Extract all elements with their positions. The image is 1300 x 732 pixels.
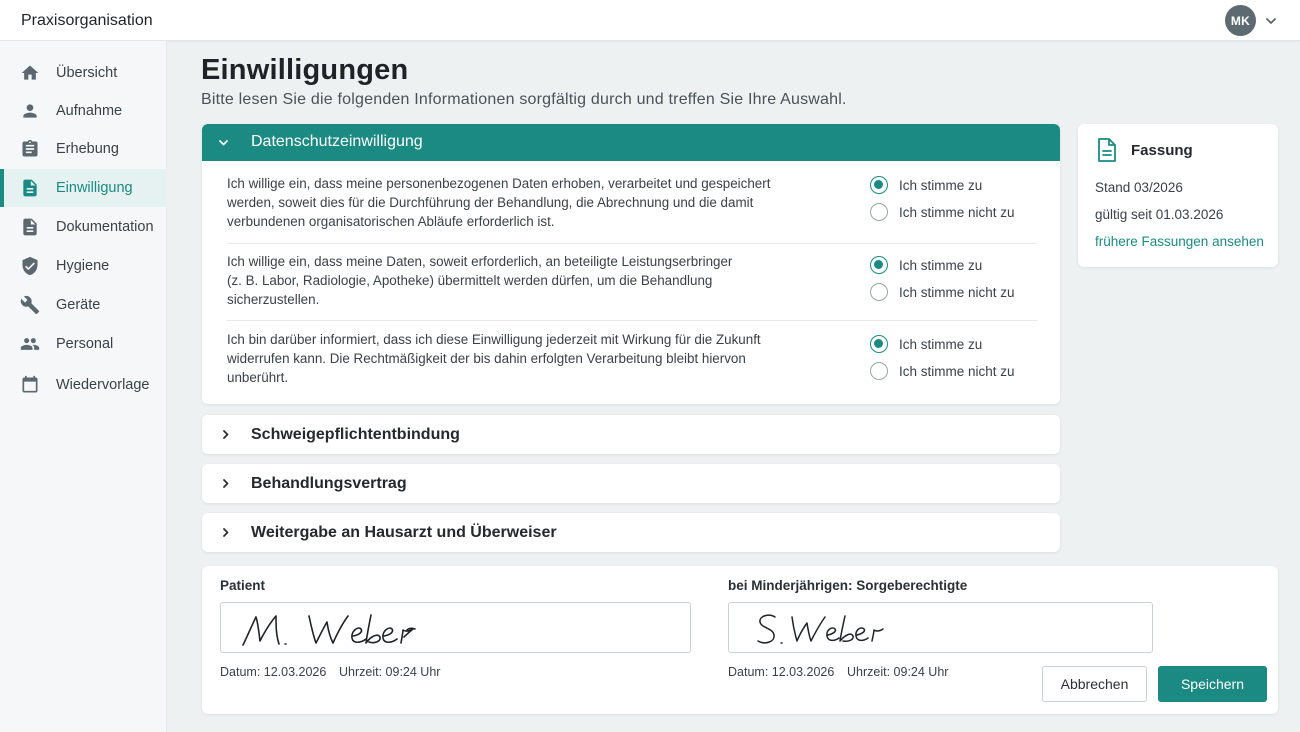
- radio-button-checked[interactable]: [870, 256, 888, 274]
- accordion-weitergabe-hausarzt[interactable]: [202, 513, 1060, 552]
- signature-panel: [202, 566, 1278, 714]
- consent-text: [227, 174, 772, 231]
- clipboard-icon: [20, 139, 40, 159]
- radio-disagree[interactable]: [870, 282, 1015, 302]
- previous-versions-link[interactable]: frühere Fassungen ansehen: [1095, 234, 1264, 249]
- chevron-right-icon: [219, 477, 232, 490]
- sidebar-item-label: Erhebung: [56, 141, 119, 157]
- consent-text-line: (z. B. Labor, Radiologie, Apotheke) übermittelt werden dürfen, um die Behandlung: [227, 273, 713, 288]
- radio-button[interactable]: [870, 283, 888, 301]
- consent-text-line: unberührt.: [227, 370, 289, 385]
- radio-button[interactable]: [870, 203, 888, 221]
- accordion-header-datenschutzeinwilligung[interactable]: [202, 124, 1060, 161]
- patient-signature-date: Datum: 12.03.2026: [220, 665, 327, 679]
- chevron-down-icon[interactable]: [1264, 14, 1278, 28]
- person-icon: [20, 101, 40, 121]
- radio-label: Ich stimme nicht zu: [899, 363, 1015, 379]
- accordion-title: Schweigepflichtentbindung: [251, 426, 460, 443]
- radio-button-checked[interactable]: [870, 335, 888, 353]
- top-bar: [0, 0, 1300, 41]
- sidebar-item-label: Hygiene: [56, 258, 110, 274]
- accordion-title: Datenschutzeinwilligung: [251, 133, 423, 150]
- calendar-icon: [20, 375, 40, 395]
- consent-text-line: verbundenen organisatorischen Abläufe erforderlich ist.: [227, 214, 555, 229]
- sidebar-item-hygiene[interactable]: [0, 247, 167, 285]
- save-button[interactable]: Speichern: [1158, 666, 1267, 702]
- accordion-behandlungsvertrag[interactable]: [202, 464, 1060, 503]
- consent-text-line: sicherzustellen.: [227, 292, 320, 307]
- wrench-icon: [20, 295, 40, 315]
- radio-button[interactable]: [870, 362, 888, 380]
- sidebar-item-label: Wiedervorlage: [56, 377, 150, 393]
- guardian-signature-time: Uhrzeit: 09:24 Uhr: [847, 665, 949, 679]
- consent-text: [227, 252, 772, 309]
- version-valid-since: gültig seit 01.03.2026: [1095, 207, 1224, 222]
- sidebar-item-label: Geräte: [56, 297, 101, 313]
- sidebar-item-label: Einwilligung: [56, 180, 133, 196]
- patient-signature-label: Patient: [220, 578, 266, 593]
- sidebar-item-einwilligung[interactable]: [0, 169, 167, 207]
- accordion-datenschutzeinwilligung: [202, 124, 1060, 404]
- sidebar-item-label: Personal: [56, 336, 114, 352]
- radio-disagree[interactable]: [870, 202, 1015, 222]
- sidebar-item-aufnahme[interactable]: [0, 92, 167, 130]
- guardian-signature-field[interactable]: [728, 602, 1153, 653]
- sidebar-item-label: Aufnahme: [56, 103, 123, 119]
- accordion-title: Behandlungsvertrag: [251, 475, 407, 492]
- radio-label: Ich stimme nicht zu: [899, 204, 1015, 220]
- sidebar: [0, 41, 167, 732]
- guardian-signature-label: bei Minderjährigen: Sorgeberechtigte: [728, 578, 968, 593]
- sidebar-item-label: Übersicht: [56, 65, 118, 81]
- divider: [227, 243, 1037, 244]
- people-icon: [20, 334, 40, 354]
- divider: [227, 320, 1037, 321]
- sidebar-item-erhebung[interactable]: [0, 130, 167, 168]
- guardian-signature-date: Datum: 12.03.2026: [728, 665, 835, 679]
- page-subtitle: Bitte lesen Sie die folgenden Informationen sorgfältig durch und treffen Sie Ihre Auswahl.: [201, 91, 847, 108]
- accordion-title: Weitergabe an Hausarzt und Überweiser: [251, 524, 557, 541]
- radio-agree[interactable]: [870, 255, 982, 275]
- consent-text-line: Ich willige ein, dass meine personenbezogenen Daten erhoben, verarbeitet und gespeichert: [227, 176, 771, 191]
- radio-button-checked[interactable]: [870, 176, 888, 194]
- consent-text-line: widerrufen kann. Die Rechtmäßigkeit der bis dahin erfolgten Verarbeitung bleibt hiervon: [227, 351, 746, 366]
- sidebar-item-label: Dokumentation: [56, 219, 154, 235]
- chevron-down-icon: [217, 136, 230, 149]
- radio-label: Ich stimme zu: [899, 177, 983, 193]
- sidebar-item-wiedervorlage[interactable]: [0, 366, 167, 404]
- document-icon: [1095, 137, 1119, 163]
- radio-label: Ich stimme zu: [899, 257, 983, 273]
- version-card: [1078, 124, 1278, 267]
- sidebar-item-dokumentation[interactable]: [0, 208, 167, 246]
- chevron-right-icon: [219, 526, 232, 539]
- consent-text-line: Ich bin darüber informiert, dass ich diese Einwilligung jederzeit mit Wirkung für die Zukunft: [227, 332, 761, 347]
- version-stand: Stand 03/2026: [1095, 180, 1183, 195]
- radio-label: Ich stimme nicht zu: [899, 284, 1015, 300]
- user-avatar[interactable]: MK: [1225, 5, 1256, 36]
- page-title: Einwilligungen: [201, 54, 409, 86]
- radio-label: Ich stimme zu: [899, 336, 983, 352]
- home-icon: [20, 63, 40, 83]
- patient-signature-field[interactable]: [220, 602, 691, 653]
- guardian-signature-image: [729, 603, 1154, 654]
- patient-signature-time: Uhrzeit: 09:24 Uhr: [339, 665, 441, 679]
- consent-text: [227, 330, 772, 387]
- shield-icon: [20, 256, 40, 276]
- cancel-button[interactable]: Abbrechen: [1042, 666, 1147, 702]
- radio-disagree[interactable]: [870, 361, 1015, 381]
- chevron-right-icon: [219, 428, 232, 441]
- document-icon: [20, 178, 40, 198]
- app-title: Praxisorganisation: [21, 12, 153, 29]
- radio-agree[interactable]: [870, 175, 982, 195]
- accordion-schweigepflichtentbindung[interactable]: [202, 415, 1060, 454]
- radio-agree[interactable]: [870, 334, 982, 354]
- sidebar-item-uebersicht[interactable]: [0, 54, 167, 92]
- version-title: Fassung: [1131, 142, 1193, 159]
- document-icon: [20, 217, 40, 237]
- sidebar-item-geraete[interactable]: [0, 286, 167, 324]
- sidebar-item-personal[interactable]: [0, 325, 167, 363]
- consent-text-line: werden, soweit dies für die Durchführung der Behandlung, die Abrechnung und die damit: [227, 195, 754, 210]
- patient-signature-image: [221, 603, 692, 654]
- consent-text-line: Ich willige ein, dass meine Daten, soweit erforderlich, an beteiligte Leistungserbringer: [227, 254, 733, 269]
